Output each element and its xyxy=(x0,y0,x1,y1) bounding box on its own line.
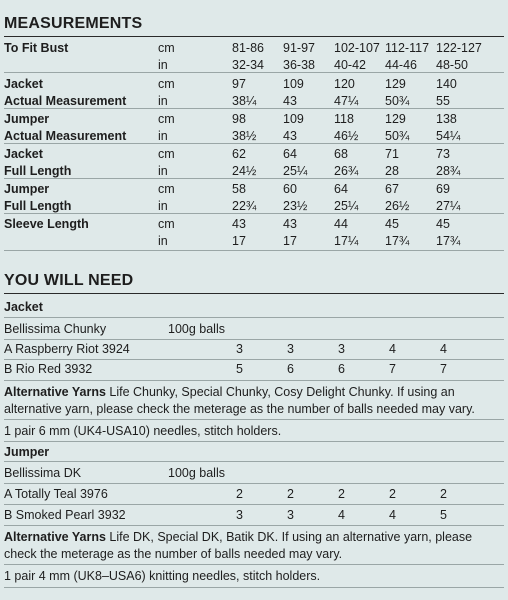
ball-count: 3 xyxy=(287,342,294,356)
measurement-value: 23½ xyxy=(283,199,308,213)
measurement-value: 17¼ xyxy=(334,234,359,248)
measurement-value: 27¼ xyxy=(436,199,461,213)
measurement-unit: cm xyxy=(158,182,175,196)
measurement-label: Actual Measurement xyxy=(4,94,127,108)
jacket-colour-a-name: A Raspberry Riot 3924 xyxy=(4,342,130,356)
divider xyxy=(4,143,504,144)
measurement-value: 50¾ xyxy=(385,129,410,143)
measurement-value: 97 xyxy=(232,77,246,91)
ball-count: 3 xyxy=(236,508,243,522)
measurement-unit: cm xyxy=(158,147,175,161)
measurement-value: 109 xyxy=(283,77,304,91)
ball-count: 5 xyxy=(236,362,243,376)
ball-count: 2 xyxy=(236,487,243,501)
measurement-unit: in xyxy=(158,199,168,213)
jumper-ball-size: 100g balls xyxy=(168,466,225,480)
measurement-label: Jacket xyxy=(4,147,43,161)
measurement-value: 47¼ xyxy=(334,94,359,108)
measurement-value: 109 xyxy=(283,112,304,126)
measurement-value: 138 xyxy=(436,112,457,126)
jumper-yarn-name: Bellissima DK xyxy=(4,466,82,480)
divider xyxy=(4,293,504,294)
measurement-value: 69 xyxy=(436,182,450,196)
ball-count: 7 xyxy=(389,362,396,376)
divider xyxy=(4,504,504,505)
measurement-value: 58 xyxy=(232,182,246,196)
ball-count: 3 xyxy=(338,342,345,356)
jumper-colour-a-name: A Totally Teal 3976 xyxy=(4,487,108,501)
measurement-value: 32-34 xyxy=(232,58,264,72)
measurement-label: Full Length xyxy=(4,199,72,213)
measurement-label: Jumper xyxy=(4,112,50,126)
measurement-value: 55 xyxy=(436,94,450,108)
jacket-colour-b-name: B Rio Red 3932 xyxy=(4,362,93,376)
jacket-alternative-yarns-line2: alternative yarn, please check the meterage as the number of balls needed may vary. xyxy=(4,402,475,416)
jacket-needles: 1 pair 6 mm (UK4-USA10) needles, stitch holders. xyxy=(4,424,282,438)
jumper-alternative-yarns-line2: check the meterage as the number of balls needed may vary. xyxy=(4,547,343,561)
measurement-unit: in xyxy=(158,234,168,248)
ball-count: 4 xyxy=(389,508,396,522)
measurement-value: 120 xyxy=(334,77,355,91)
measurement-value: 48-50 xyxy=(436,58,468,72)
measurement-value: 71 xyxy=(385,147,399,161)
divider xyxy=(4,483,504,484)
divider xyxy=(4,461,504,462)
measurement-label: Jumper xyxy=(4,182,50,196)
ball-count: 7 xyxy=(440,362,447,376)
jacket-ball-size: 100g balls xyxy=(168,322,225,336)
measurement-value: 17 xyxy=(232,234,246,248)
divider xyxy=(4,339,504,340)
measurement-value: 40-42 xyxy=(334,58,366,72)
divider xyxy=(4,317,504,318)
measurement-unit: in xyxy=(158,164,168,178)
measurement-value: 26¾ xyxy=(334,164,359,178)
measurement-label: Actual Measurement xyxy=(4,129,127,143)
measurement-value: 129 xyxy=(385,77,406,91)
measurement-value: 25¼ xyxy=(334,199,359,213)
measurement-value: 17¾ xyxy=(436,234,461,248)
alt-yarns-label: Alternative Yarns xyxy=(4,385,106,399)
measurement-value: 28¾ xyxy=(436,164,461,178)
measurement-value: 43 xyxy=(232,217,246,231)
measurement-unit: cm xyxy=(158,77,175,91)
jumper-heading: Jumper xyxy=(4,445,50,459)
measurement-value: 46½ xyxy=(334,129,359,143)
measurement-value: 98 xyxy=(232,112,246,126)
measurement-label: Jacket xyxy=(4,77,43,91)
measurement-value: 25¼ xyxy=(283,164,308,178)
measurement-value: 54¼ xyxy=(436,129,461,143)
measurement-value: 73 xyxy=(436,147,450,161)
ball-count: 2 xyxy=(287,487,294,501)
ball-count: 4 xyxy=(389,342,396,356)
alt-yarns-text: Life Chunky, Special Chunky, Cosy Delight Chunky. If using an xyxy=(105,385,455,399)
measurement-value: 43 xyxy=(283,129,297,143)
measurement-label: Sleeve Length xyxy=(4,217,89,231)
measurement-value: 122-127 xyxy=(436,41,482,55)
jacket-alternative-yarns xyxy=(4,385,455,399)
measurement-value: 28 xyxy=(385,164,399,178)
measurement-value: 112-117 xyxy=(385,41,430,55)
measurement-value: 43 xyxy=(283,94,297,108)
measurement-value: 81-86 xyxy=(232,41,264,55)
ball-count: 2 xyxy=(338,487,345,501)
divider xyxy=(4,108,504,109)
ball-count: 6 xyxy=(287,362,294,376)
measurement-value: 38½ xyxy=(232,129,257,143)
you-will-need-title: YOU WILL NEED xyxy=(4,272,134,289)
jumper-alternative-yarns xyxy=(4,530,472,544)
ball-count: 3 xyxy=(287,508,294,522)
alt-yarns-label: Alternative Yarns xyxy=(4,530,106,544)
ball-count: 5 xyxy=(440,508,447,522)
measurement-value: 102-107 xyxy=(334,41,380,55)
measurement-value: 22¾ xyxy=(232,199,257,213)
measurement-value: 38¼ xyxy=(232,94,257,108)
measurement-value: 45 xyxy=(385,217,399,231)
measurement-value: 17 xyxy=(283,234,297,248)
measurements-title: MEASUREMENTS xyxy=(4,15,143,32)
jumper-colour-b-name: B Smoked Pearl 3932 xyxy=(4,508,126,522)
divider xyxy=(4,525,504,526)
measurement-value: 36-38 xyxy=(283,58,315,72)
divider xyxy=(4,587,504,588)
measurement-value: 129 xyxy=(385,112,406,126)
measurement-value: 64 xyxy=(334,182,348,196)
measurement-value: 60 xyxy=(283,182,297,196)
ball-count: 4 xyxy=(338,508,345,522)
ball-count: 4 xyxy=(440,342,447,356)
measurement-value: 26½ xyxy=(385,199,410,213)
divider xyxy=(4,380,504,381)
ball-count: 6 xyxy=(338,362,345,376)
measurement-unit: cm xyxy=(158,217,175,231)
divider xyxy=(4,178,504,179)
divider xyxy=(4,419,504,420)
divider xyxy=(4,359,504,360)
measurement-value: 24½ xyxy=(232,164,257,178)
measurement-value: 45 xyxy=(436,217,450,231)
measurement-value: 68 xyxy=(334,147,348,161)
divider xyxy=(4,441,504,442)
divider xyxy=(4,213,504,214)
measurement-value: 67 xyxy=(385,182,399,196)
measurement-value: 43 xyxy=(283,217,297,231)
measurement-value: 64 xyxy=(283,147,297,161)
measurement-unit: cm xyxy=(158,112,175,126)
measurement-value: 140 xyxy=(436,77,457,91)
divider xyxy=(4,564,504,565)
measurement-value: 44-46 xyxy=(385,58,417,72)
ball-count: 3 xyxy=(236,342,243,356)
jacket-yarn-name: Bellissima Chunky xyxy=(4,322,107,336)
ball-count: 2 xyxy=(440,487,447,501)
measurement-unit: in xyxy=(158,129,168,143)
alt-yarns-text: Life DK, Special DK, Batik DK. If using an alternative yarn, please xyxy=(105,530,473,544)
measurement-label: Full Length xyxy=(4,164,72,178)
measurement-value: 44 xyxy=(334,217,348,231)
measurement-unit: in xyxy=(158,94,168,108)
measurement-value: 17¾ xyxy=(385,234,410,248)
measurement-value: 118 xyxy=(334,112,354,126)
measurement-value: 50¾ xyxy=(385,94,410,108)
divider xyxy=(4,72,504,73)
jacket-heading: Jacket xyxy=(4,300,43,314)
measurement-label: To Fit Bust xyxy=(4,41,69,55)
ball-count: 2 xyxy=(389,487,396,501)
divider xyxy=(4,36,504,37)
measurement-unit: in xyxy=(158,58,168,72)
measurement-unit: cm xyxy=(158,41,175,55)
jumper-needles: 1 pair 4 mm (UK8–USA6) knitting needles, stitch holders. xyxy=(4,569,321,583)
divider xyxy=(4,250,504,251)
measurement-value: 91-97 xyxy=(283,41,315,55)
measurement-value: 62 xyxy=(232,147,246,161)
